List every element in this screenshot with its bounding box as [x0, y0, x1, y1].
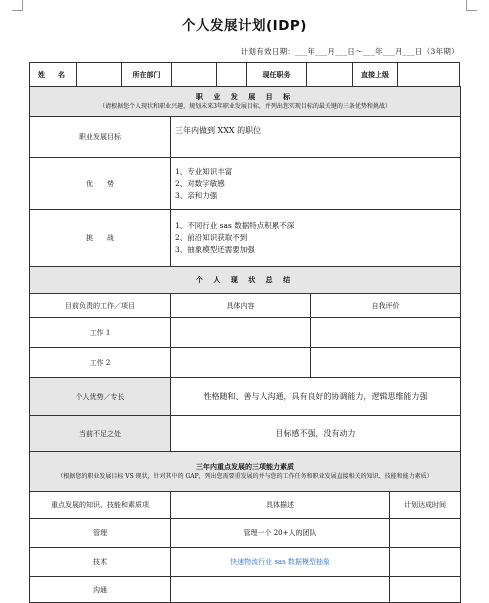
position-label: 现任职务: [247, 63, 307, 86]
name-field[interactable]: [77, 63, 122, 86]
strengths-row: [30, 158, 461, 210]
status-header-row: [30, 267, 461, 294]
personal-strength-row: [30, 378, 461, 416]
focus-col-item: 重点发展的知识、技能和素质项: [30, 492, 171, 519]
status-col-content: 具体内容: [171, 294, 311, 318]
personal-strength-label: 个人优势／专长: [30, 378, 171, 416]
work-content-field[interactable]: [171, 348, 311, 378]
basic-info-row: [29, 62, 460, 87]
page-corner-mark-left: [12, 0, 23, 11]
position-field[interactable]: [307, 63, 353, 86]
status-col-eval: 自我评价: [311, 294, 461, 318]
work-item-label: 工作 2: [30, 348, 171, 378]
challenges-row: [30, 210, 461, 267]
strengths-label: 优 势: [30, 158, 171, 210]
focus-desc[interactable]: 快速物流行业 sas 数据模型抽象: [171, 548, 390, 577]
work-eval-field[interactable]: [311, 348, 461, 378]
page-corner-mark-right: [466, 0, 477, 11]
focus-row: [30, 548, 461, 577]
strengths-list[interactable]: [171, 158, 461, 210]
challenge-item: 3、抽象模型还需要加强: [175, 245, 255, 254]
challenges-list[interactable]: [171, 210, 461, 267]
idp-body-table: [29, 86, 461, 603]
focus-columns-row: [30, 492, 461, 519]
focus-col-time: 计划达成时间: [390, 492, 461, 519]
weakness-label: 当前不足之处: [30, 416, 171, 452]
document-title: 个人发展计划(IDP): [182, 18, 307, 34]
challenges-label: 挑 战: [30, 210, 171, 267]
work-content-field[interactable]: [171, 318, 311, 348]
focus-time-field[interactable]: [390, 519, 461, 548]
career-header: 职 业 发 展 目 标: [195, 91, 295, 101]
strength-item: 2、对数字敏感: [175, 178, 225, 188]
focus-desc[interactable]: [171, 577, 390, 603]
weakness-row: [30, 416, 461, 452]
status-work-row: [30, 318, 461, 348]
dept-field[interactable]: [172, 63, 217, 86]
career-goal-row: [30, 117, 461, 158]
focus-item: 技术: [30, 548, 171, 577]
focus-time-field[interactable]: [390, 548, 461, 577]
focus-note: （根据您的职业发展目标 VS 现状，针对其中的 GAP，列出您需要重发展的并与您的工作任务和职业发展直接相关的知识、技能和能力素质）: [57, 472, 433, 480]
focus-row: [30, 519, 461, 548]
work-item-label: 工作 1: [30, 318, 171, 348]
strength-item: 1、专业知识丰富: [175, 166, 233, 176]
dept-field-extra[interactable]: [217, 63, 247, 86]
weakness-value[interactable]: 目标感不强，没有动力: [171, 416, 461, 452]
personal-strength-value[interactable]: 性格随和、善与人沟通，具有良好的协调能力，逻辑思维能力强: [171, 378, 461, 416]
career-goal-label: 职业发展目标: [30, 117, 171, 158]
focus-desc[interactable]: 管理一个 20+人的团队: [171, 519, 390, 548]
dept-label: 所在部门: [122, 63, 172, 86]
career-header-row: [30, 87, 461, 117]
focus-item: 沟通: [30, 577, 171, 603]
name-label: 姓 名: [30, 63, 77, 86]
work-eval-field[interactable]: [311, 318, 461, 348]
challenge-item: 1、不同行业 sas 数据特点积累不深: [175, 221, 295, 230]
focus-row: [30, 577, 461, 603]
focus-time-field[interactable]: [390, 577, 461, 603]
focus-item: 管理: [30, 519, 171, 548]
plan-period: 计划有效日期：___年___月___日～___年___月___日（3年期）: [240, 47, 459, 56]
focus-header: 三年内重点发展的三项能力素质: [196, 461, 294, 471]
challenge-item: 2、前沿知识获取不到: [175, 233, 248, 242]
supervisor-label: 直接上级: [353, 63, 398, 86]
career-goal-value[interactable]: 三年内做到 XXX 的职位: [171, 117, 461, 158]
focus-header-row: [30, 452, 461, 492]
status-work-row: [30, 348, 461, 378]
status-col-work: 目前负责的工作／项目: [30, 294, 171, 318]
status-header: 个 人 现 状 总 结: [30, 267, 461, 294]
supervisor-field[interactable]: [398, 63, 461, 86]
career-note: （请根据您个人现状和职业兴趣，规划未来3年职业发展目标，并列出您实现目标的最关键的三条优势和挑战）: [99, 102, 391, 110]
status-columns-row: [30, 294, 461, 318]
strength-item: 3、亲和力强: [175, 190, 218, 200]
focus-col-desc: 具体描述: [171, 492, 390, 519]
